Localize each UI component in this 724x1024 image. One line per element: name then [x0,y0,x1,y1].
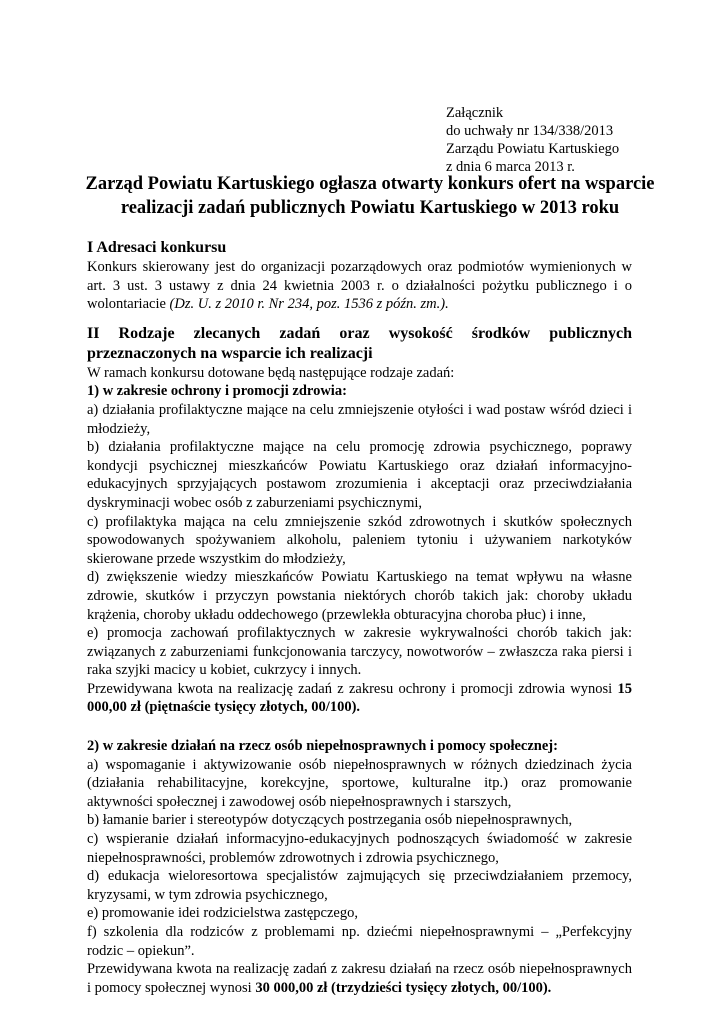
list-item: a) działania profilaktyczne mające na celu zmniejszenie otyłości i wad postaw wśród dzieci i młodzieży, [87,401,632,437]
amount-paragraph [87,960,632,997]
list-item: e) promowanie idei rodzicielstwa zastępczego, [87,905,358,922]
list-item: e) promocja zachowań profilaktycznych w zakresie wykrywalności chorób takich jak: związanych z zaburzeniami funkcjonowania tarczycy, nowotworów – zwłaszcza raka piersi i raka szyjki macicy u kobiet, cukrzycy i innych. [87,625,632,679]
annex-line: do uchwały nr 134/338/2013 [446,123,614,139]
legal-citation: (Dz. U. z 2010 r. Nr 234, poz. 1536 z późn. zm.). [169,296,449,313]
list-item: a) wspomaganie i aktywizowanie osób niepełnosprawnych w różnych dziedzinach życia (działania rehabilitacyjne, korekcyjne, sportowe, kulturalne itp.) oraz promowanie aktywności społecznej i zawodowej osób niepełnosprawnych i starszych, [87,756,632,810]
section-heading: I Adresaci konkursu [87,239,227,256]
annex-line: Załącznik [446,105,504,121]
amount-value: 30 000,00 zł (trzydzieści tysięcy złotych, 00/100). [255,979,552,996]
list-item: b) działania profilaktyczne mające na celu promocję zdrowia psychicznego, poprawy kondycji psychicznej mieszkańców Powiatu Kartuskiego oraz działań informacyjno-edukacyjnych sprzyjających postawom zrozumienia i akceptacji oraz przeciwdziałania dyskryminacji wobec osób z zaburzeniami psychicznymi, [87,439,632,511]
list-item: f) szkolenia dla rodziców z problemami np. dziećmi niepełnosprawnymi – „Perfekcyjny rodzic – opiekun”. [87,924,632,959]
amount-text: Przewidywana kwota na realizację zadań z zakresu ochrony i promocji zdrowia wynosi [87,680,618,697]
section-heading: II Rodzaje zlecanych zadań oraz wysokość środków publicznych przeznaczonych na wsparcie ich realizacji [87,324,632,362]
document-body [87,238,632,997]
amount-value: 15 000,00 zł (piętnaście tysięcy złotych, 00/100). [87,680,632,716]
list-item: c) wspieranie działań informacyjno-edukacyjnych podnoszących świadomość w zakresie niepełnosprawności, problemów zdrowotnych i zdrowia psychicznego, [87,831,632,866]
subsection-heading: 2) w zakresie działań na rzecz osób niepełnosprawnych i pomocy społecznej: [87,738,558,755]
list-item: c) profilaktyka mająca na celu zmniejszenie szkód zdrowotnych i skutków społecznych spowodowanych spożywaniem alkoholu, paleniem tytoniu i używaniem narkotyków skierowane przede wszystkim do młodzieży, [87,513,632,567]
title-line: realizacji zadań publicznych Powiatu Kartuskiego w 2013 roku [120,198,620,218]
paragraph-text: Konkurs skierowany jest do organizacji pozarządowych oraz podmiotów wymienionych w art. 3 ust. 3 ustawy z dnia 24 kwietnia 2003 r. o działalności pożytku publicznego i o wolontariacie [87,259,632,313]
title-line: Zarząd Powiatu Kartuskiego ogłasza otwarty konkurs ofert na wsparcie [85,174,655,194]
annex-header [446,104,619,176]
annex-line: z dnia 6 marca 2013 r. [446,159,575,175]
amount-text: Przewidywana kwota na realizację zadań z zakresu działań na rzecz osób niepełnosprawnych i pomocy społecznej wynosi [87,961,632,996]
document-title [70,172,670,220]
annex-line: Zarządu Powiatu Kartuskiego [446,141,620,157]
section-intro: W ramach konkursu dotowane będą następujące rodzaje zadań: [87,364,455,381]
list-item: d) zwiększenie wiedzy mieszkańców Powiatu Kartuskiego na temat wpływu na własne zdrowie, skutków i przyczyn powstania niektórych chorób takich jak: choroby układu krążenia, choroby układu oddechowego (przewlekła obturacyjna choroba płuc) i inne, [87,569,632,623]
list-item: b) łamanie barier i stereotypów dotyczących postrzegania osób niepełnosprawnych, [87,812,573,829]
amount-paragraph [87,680,632,717]
subsection-heading: 1) w zakresie ochrony i promocji zdrowia: [87,383,347,400]
list-item: d) edukacja wieloresortowa specjalistów zajmujących się przeciwdziałaniem przemocy, kryzysami, w tym zdrowia psychicznego, [87,868,632,903]
section-paragraph [87,258,632,314]
